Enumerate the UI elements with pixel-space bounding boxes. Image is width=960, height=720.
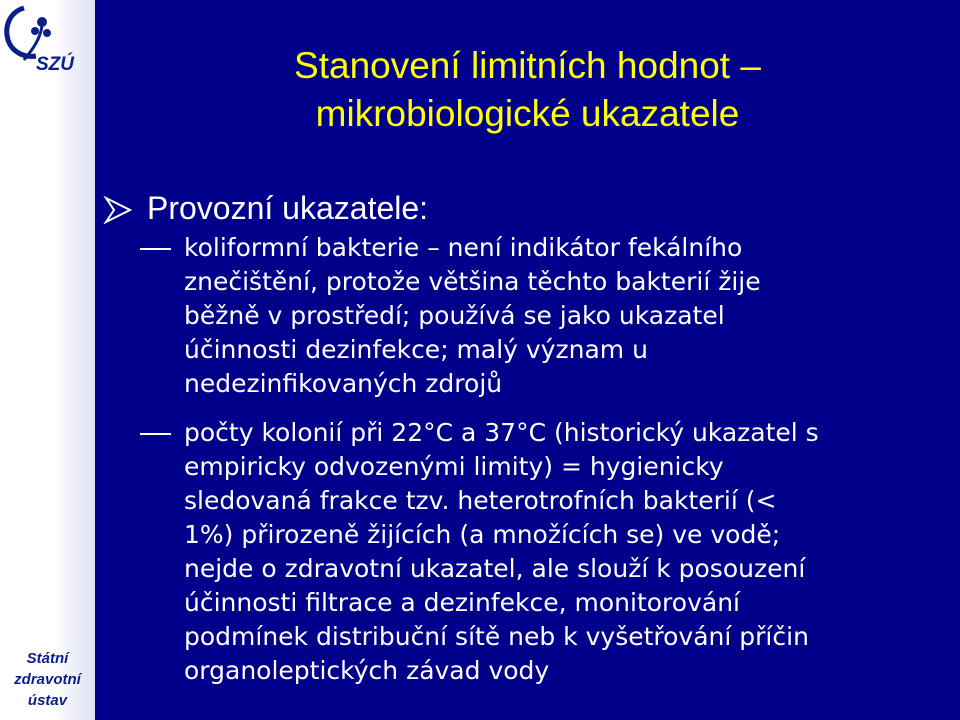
slide-title-line-1: Stanovení limitních hodnot –	[294, 45, 761, 86]
arrowhead-bullet-icon	[103, 196, 133, 224]
bullet-heading	[103, 186, 863, 232]
slide-title	[95, 42, 960, 138]
dash-bullet-1	[140, 248, 171, 250]
sidebar	[0, 0, 95, 720]
org-name-line-1: Státní	[26, 650, 69, 667]
org-name-line-3: ústav	[27, 692, 68, 709]
szu-logo-icon	[2, 4, 92, 74]
logo-text: SZÚ	[36, 54, 74, 74]
org-name-line-2: zdravotní	[14, 671, 81, 688]
slide-title-line-2: mikrobiologické ukazatele	[315, 93, 740, 134]
list-item-coliform: koliformní bakterie – není indikátor fekálního znečištění, protože většina těchto bakterií žije běžně v prostředí; používá se jako ukazatel účinnosti dezinfekce; malý význam u nedezinfikovaných zdrojů	[184, 233, 761, 398]
bullet-heading-text: Provozní ukazatele:	[147, 190, 429, 226]
slide-content	[95, 0, 960, 720]
dash-bullet-2	[140, 433, 171, 435]
list-item-colony-counts: počty kolonií při 22°C a 37°C (historický ukazatel s empiricky odvozenými limity) = hygienicky sledovaná frakce tzv. heterotrofních bakterií (< 1%) přirozeně žijících (a množících se) ve vodě; nejde o zdravotní ukazatel, ale slouží k posouzení účinnosti filtrace a dezinfekce, monitorování podmínek distribuční sítě neb k vyšetřování příčin organoleptických závad vody	[184, 418, 819, 685]
